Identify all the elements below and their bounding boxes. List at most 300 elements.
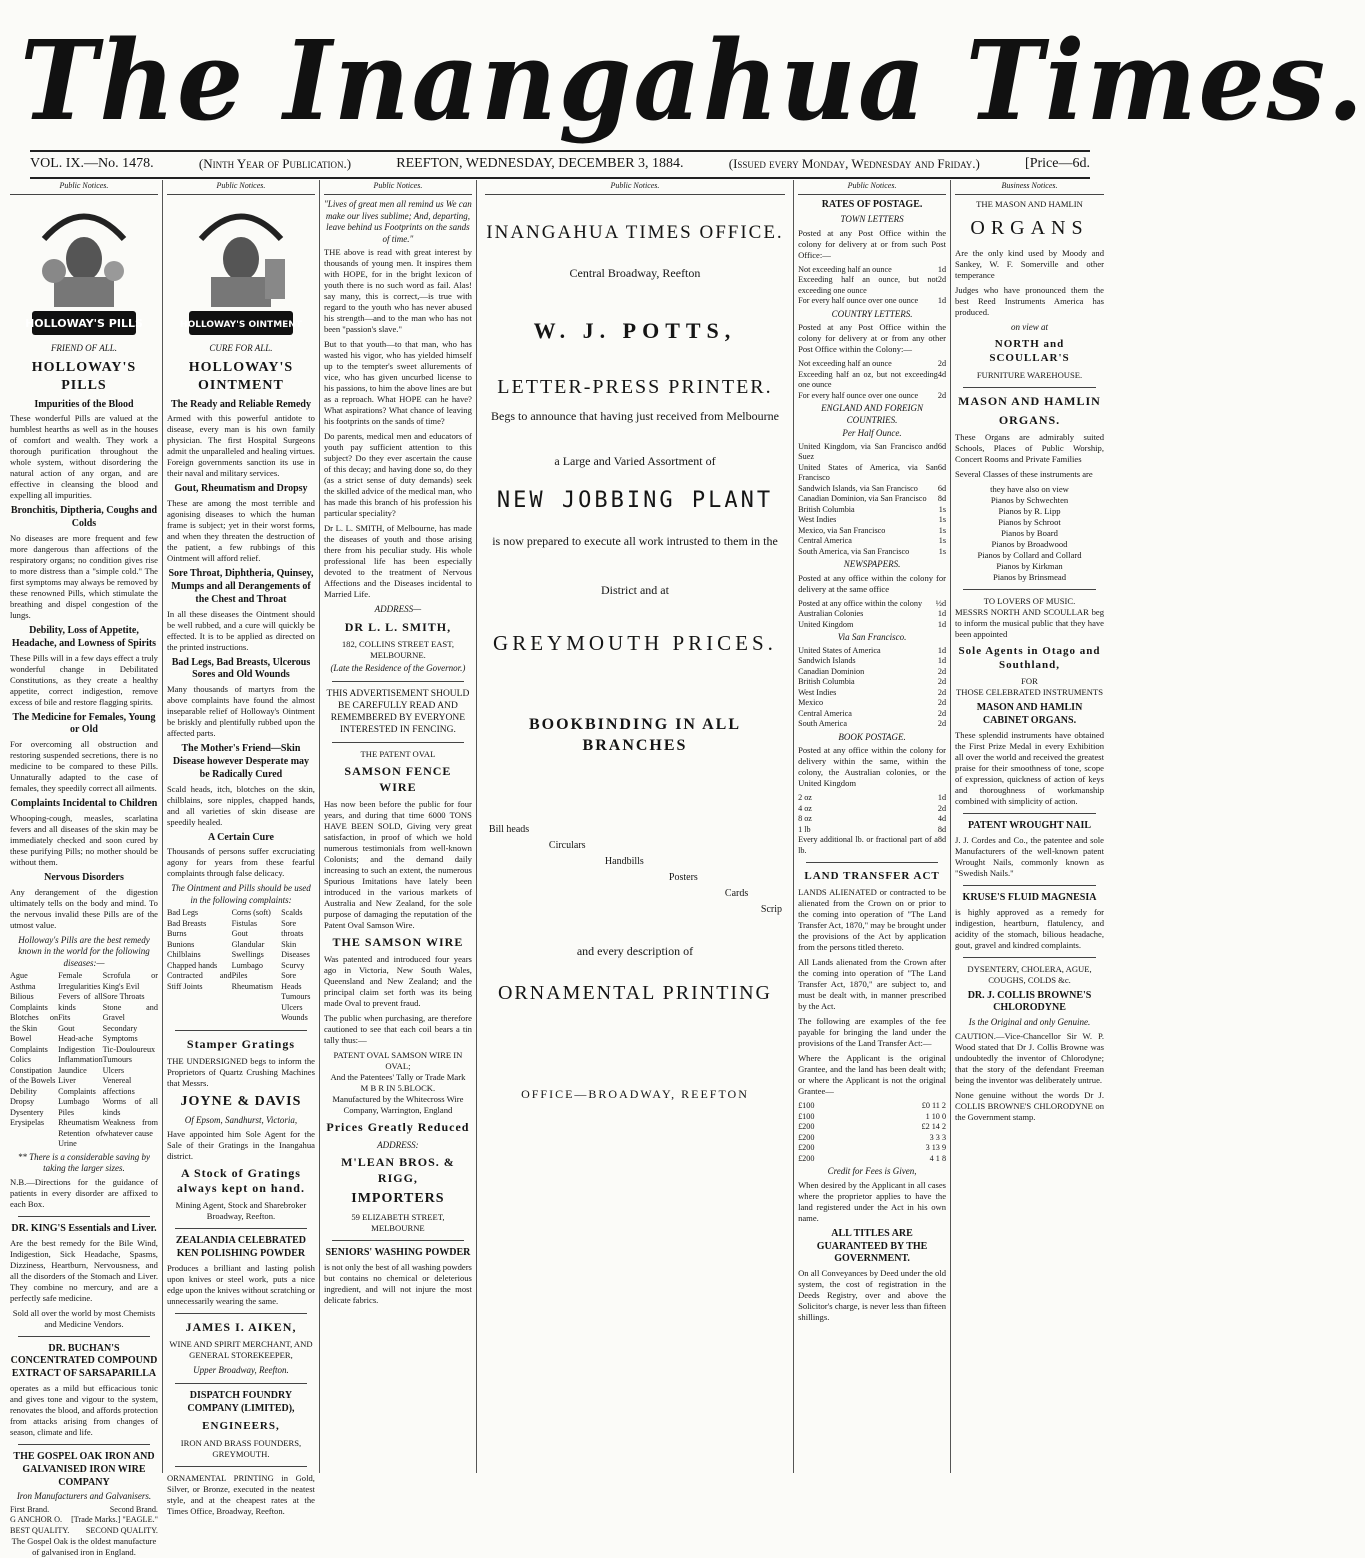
rate-label: 1 lb: [798, 824, 811, 834]
divider: [963, 885, 1096, 886]
brand-quality: [10, 1526, 158, 1537]
section-subheading: Credit for Fees is Given,: [827, 1166, 917, 1177]
trade-mark: M B R IN 5.BLOCK.: [360, 1083, 436, 1094]
disease-list-heading: Holloway's Pills are the best remedy known in the world for the following diseases:—: [18, 934, 150, 968]
section-heading: Bad Legs, Bad Breasts, Ulcerous Sores and Old Wounds: [171, 656, 311, 681]
column-7: [951, 180, 1108, 1473]
announcement: is now prepared to execute all work intrusted to them in the: [492, 533, 778, 548]
column-times-office: [477, 180, 794, 1473]
tally-text: And the Patentees' Tally or Trade Mark: [330, 1072, 466, 1083]
section-body: Armed with this powerful antidote to disease, every man is his own family physician. The first Hospital Surgeons admit the unparalleled and healing virtues. Foreign governments sanction its use in their naval and military services.: [166, 413, 315, 479]
ad-subtitle: ENGINEERS,: [202, 1420, 280, 1433]
rate-label: United Kingdom: [798, 619, 854, 629]
section-body: Posted at any office within the colony for delivery at the same office: [798, 572, 947, 594]
rate-label: British Columbia: [798, 677, 855, 687]
ad-title: ORGANS.: [998, 412, 1061, 427]
rate-value: 2d: [937, 677, 947, 687]
rate-label: United States of America: [798, 645, 881, 655]
fee-label: £200: [798, 1122, 815, 1132]
rate-value: 2d: [937, 687, 947, 697]
rate-row: [798, 442, 946, 463]
rate-value: 1s: [938, 525, 947, 535]
rate-row: [798, 835, 946, 856]
divider: [332, 742, 464, 743]
rate-label: United States of America, via San Francisco: [798, 462, 938, 483]
list-item: Bad Legs: [166, 908, 199, 918]
ad-body: MESSRS NORTH AND SCOULLAR beg to inform the musical public that they have been appointed: [955, 607, 1104, 640]
holloways-pills-emblem-icon: [24, 199, 144, 339]
rate-value: 2d: [937, 803, 947, 813]
holloways-ointment-emblem-icon: [181, 199, 301, 339]
list-item: Sore Throats: [102, 992, 145, 1002]
page-columns: [6, 180, 1108, 1558]
list-item: Blotches on the Skin: [10, 1013, 59, 1033]
list-item: Bilious Complaints: [10, 992, 48, 1012]
article-body: Dr L. L. SMITH, of Melbourne, has made the diseases of youth and those arising there from his peculiar study. His whole professional life has been especially devoted to the treatment of Nervous Affections and the Diseases incidental to Married Life.: [323, 523, 472, 600]
list-item: Constipation of the Bowels: [10, 1065, 56, 1086]
list-item: Dysentery: [10, 1107, 44, 1117]
rate-label: Mexico, via San Francisco: [798, 525, 886, 535]
section-body: No diseases are more frequent and few more dangerous than affections of the respiratory organs; no condition gives rise to more distress than a "simple cold." The first symptoms may always be removed by these renowned Pills, which stimulate the breathing and dispel congestion of the lungs.: [10, 532, 158, 620]
manufacturer: Manufactured by the Whitecross Wire Company, Warrington, England: [332, 1094, 464, 1116]
issue-frequency: (Issued every Monday, Wednesday and Friday.): [728, 156, 980, 171]
section-body: For overcoming all obstruction and restoring suspended secretions, there is no medicine to be compared to these Pills. Unnaturally adapted to the case of females, they speedily correct all ailments.: [10, 739, 158, 794]
column-2: [163, 180, 320, 1516]
rate-label: Exceeding half an ounce, but not exceeding one ounce: [798, 275, 938, 295]
rate-value: 6d: [937, 462, 947, 472]
rate-row: [798, 296, 946, 307]
list-item: Ulcers: [102, 1065, 125, 1075]
ad-body: Was patented and introduced four years ago in Victoria, New South Wales, Queensland and New Zealand; and the principal claim set forth was its being made Oval to prevent fraud.: [323, 954, 472, 1009]
divider: [18, 1444, 150, 1445]
dateline: [30, 153, 1090, 175]
section-heading: ALL TITLES ARE GUARANTEED BY THE GOVERNMENT.: [816, 1227, 928, 1265]
rate-label: Canadian Dominion, via San Francisco: [798, 494, 927, 504]
job-type: Posters: [668, 872, 698, 884]
piano-item: Pianos by Broadwood: [991, 539, 1068, 550]
ad-subtitle: THE MASON AND HAMLIN: [976, 199, 1083, 210]
ad-title: KRUSE'S FLUID MAGNESIA: [962, 891, 1097, 903]
rate-row: [798, 484, 946, 495]
list-item: Chilblains: [166, 950, 201, 960]
rate-label: United Kingdom, via San Francisco and Suez: [798, 441, 938, 462]
list-item: Lumbago: [231, 960, 263, 970]
list-item: Ague: [10, 971, 28, 981]
disease-list: [10, 971, 158, 1150]
newspaper-title: The Inangahua Times.: [20, 15, 1365, 146]
office-title: INANGAHUA TIMES OFFICE.: [486, 222, 784, 244]
emblem-caption: FRIEND OF ALL.: [50, 343, 118, 354]
job-types: [485, 816, 785, 936]
section-body: Posted at any Post Office within the colony for delivery at or from any other Post Office within the Colony:—: [798, 322, 947, 355]
rate-value: 1d: [937, 656, 947, 666]
rate-label: Sandwich Islands: [798, 656, 856, 666]
ad-title: ORGANS: [970, 217, 1089, 240]
section-subheading: TOWN LETTERS: [840, 214, 904, 225]
section-body: When desired by the Applicant in all cases where the proprietor applies to have the land registered under the Act in his own name.: [798, 1179, 947, 1223]
list-item: Piles: [231, 971, 248, 981]
rate-value: 2d: [937, 275, 947, 285]
ad-title: LAND TRANSFER ACT: [804, 870, 940, 883]
section-body: Scald heads, itch, blotches on the skin, chilblains, sore nipples, chapped hands, and all varieties of skin disease are speedily healed.: [166, 783, 315, 827]
rate-row: [798, 391, 946, 402]
column-heading: Public Notices.: [798, 180, 946, 195]
ad-address: Upper Broadway, Reefton.: [193, 1365, 289, 1376]
rate-row: [798, 804, 946, 815]
rate-value: 1s: [938, 504, 947, 514]
fee-row: [798, 1122, 946, 1133]
importers-label: IMPORTERS: [351, 1190, 445, 1206]
rate-row: [798, 494, 946, 505]
printer-name: W. J. POTTS,: [533, 317, 737, 343]
job-type: Circulars: [548, 840, 586, 852]
rule-bottom: [30, 177, 1090, 179]
rate-row: [798, 609, 946, 620]
ad-body: IRON AND BRASS FOUNDERS, GREYMOUTH.: [180, 1437, 302, 1459]
ad-title: SENIORS' WASHING POWDER: [325, 1246, 471, 1258]
view-label: on view at: [1011, 321, 1049, 332]
rate-row: [798, 359, 946, 370]
ad-body: Produces a brilliant and lasting polish upon knives or steel work, puts a nice edge upon the knives without scratching or unnecessarily wearing the same.: [166, 1262, 315, 1306]
ornamental-heading: ORNAMENTAL PRINTING: [497, 982, 772, 1005]
rate-value: 2d: [937, 359, 947, 369]
ad-title: MASON AND HAMLIN CABINET ORGANS.: [976, 702, 1083, 727]
section-body: All Lands alienated from the Crown after the coming into operation of "The Land Transfer Act, 1870," are subject to, and must be dealt with, in manner prescribed by the Act.: [798, 957, 947, 1012]
divider: [18, 1336, 150, 1337]
directions-note: N.B.—Directions for the guidance of patients in every disorder are affixed to each Box.: [10, 1176, 158, 1209]
fee-value: £2 14 2: [921, 1122, 947, 1132]
list-item: Fevers of all kinds: [58, 992, 103, 1012]
ad-footer: None genuine without the words Dr J. COLLIS BROWNE'S CHLORODYNE on the Government stamp.: [955, 1089, 1104, 1122]
rate-label: Central America: [798, 708, 852, 718]
section-heading: Debility, Loss of Appetite, Headache, and Lowness of Spirits: [11, 624, 157, 649]
piano-item: Pianos by Brinsmead: [992, 572, 1067, 583]
rate-label: Mexico: [798, 698, 824, 708]
article-body: Do parents, medical men and educators of youth pay sufficient attention to this subject? Do they ever ascertain the cause of this decay; and having done so, do they (as a strict sense of duty demands) seek the skilled advice of the medical man, who has made this branch of his profession his particular speciality?: [323, 431, 472, 519]
section-subheading: NEWSPAPERS.: [843, 559, 901, 570]
list-item: Sore throats: [281, 918, 304, 939]
rate-value: 4d: [937, 814, 947, 824]
rate-label: 8 oz: [798, 814, 812, 824]
rate-row: [798, 719, 946, 730]
doctor-name: DR L. L. SMITH,: [344, 619, 452, 634]
section-body: Whooping-cough, measles, scarlatina fevers and all diseases of the skin may be immediately checked and soon cured by these purifying Pills; no mother should be without them.: [10, 812, 158, 867]
ad-footer: Sold all over the world by most Chemists and Medicine Vendors.: [12, 1307, 156, 1329]
ad-subtitle: Iron Manufacturers and Galvanisers.: [16, 1491, 152, 1502]
list-item: Stone and Gravel: [102, 1002, 158, 1023]
rate-value: 2d: [937, 719, 947, 729]
column-1: [6, 180, 163, 1558]
ad-title: ZEALANDIA CELEBRATED KEN POLISHING POWDER: [175, 1235, 307, 1260]
column-heading: Public Notices.: [324, 180, 472, 195]
list-item: Fits: [58, 1013, 71, 1023]
rate-row: [798, 515, 946, 526]
fee-row: [798, 1133, 946, 1144]
fee-row: [798, 1101, 946, 1112]
rate-row: [798, 698, 946, 709]
ad-body: Has now been before the public for four years, and during that time 6000 TONS HAVE BEEN SOLD, Giving very great satisfaction, in proof of which we hold numerous testimonials from well-known Colonists; and the demand daily increasing to such an extent, the numerous Spurious Imitations have lately been introduced in the various markets of Australia and New Zealand, for the sole purpose of damaging the reputation of the Patent Oval Samson Wire.: [323, 799, 472, 931]
list-item: Scurvy: [281, 960, 305, 970]
announcement: and every description of: [576, 944, 694, 959]
rate-row: [798, 825, 946, 836]
list-item: Skin Diseases: [281, 939, 310, 960]
section-heading: The Mother's Friend—Skin Disease however Desperate may be Radically Cured: [172, 743, 310, 780]
rate-label: Central America: [798, 536, 852, 546]
rate-value: 6d: [937, 441, 947, 451]
rate-value: 1d: [937, 609, 947, 619]
ad-body: WINE AND SPIRIT MERCHANT, AND GENERAL STOREKEEPER,: [169, 1339, 313, 1361]
column-3: [320, 180, 477, 1473]
fee-value: 3 3 3: [929, 1132, 947, 1142]
ad-title: Sole Agents in Otago and Southland,: [958, 645, 1101, 672]
rate-value: 8d: [937, 835, 947, 845]
divider: [18, 1216, 150, 1217]
complaints-heading: The Ointment and Pills should be used in the following complaints:: [171, 883, 311, 905]
divider: [175, 1030, 307, 1031]
list-item: Corns (soft): [231, 908, 271, 918]
bookbinding-heading: BOOKBINDING IN ALL BRANCHES: [528, 716, 741, 754]
rate-value: 1d: [937, 793, 947, 803]
divider: [175, 1228, 307, 1229]
emblem-label: HOLLOWAY'S PILLS: [25, 317, 143, 331]
article-body: THE above is read with great interest by thousands of young men. It inspires them with HOPE, for in the bright lexicon of youth there is no such word as fail. Alas! say many, this is correct,—is true with regard to the youth who has never abused his strength—and to the man who has not been "passion's slave.": [323, 247, 472, 335]
list-item: Jaundice: [58, 1065, 87, 1075]
list-item: Female Irregularities: [58, 971, 101, 991]
brand-mark: [Trade Marks.] "EAGLE.": [71, 1515, 158, 1525]
rate-row: [798, 667, 946, 678]
ad-body: FOR: [1021, 676, 1038, 687]
list-item: Ulcers: [281, 1002, 303, 1012]
divider: [175, 1383, 307, 1384]
ad-body: Judges who have pronounced them the best Reed Instruments America has produced.: [955, 284, 1104, 317]
ad-title: DISPATCH FOUNDRY COMPANY (LIMITED),: [187, 1389, 295, 1414]
job-type: Cards: [724, 888, 749, 900]
list-item: Asthma: [10, 981, 36, 991]
list-item: Venereal affections: [102, 1076, 135, 1096]
rate-row: [798, 677, 946, 688]
column-6: [794, 180, 951, 1473]
job-type: Bill heads: [488, 824, 530, 836]
ad-footer: The Gospel Oak is the oldest manufacture of galvanised iron in England.: [11, 1536, 157, 1558]
rate-row: [798, 656, 946, 667]
doctor-note: (Late the Residence of the Governor.): [330, 663, 466, 674]
rate-row: [798, 814, 946, 825]
ad-title: THE GOSPEL OAK IRON AND GALVANISED IRON WIRE COMPANY: [13, 1451, 155, 1488]
list-item: Gout: [231, 929, 248, 939]
list-item: Scalds: [281, 908, 303, 918]
list-item: Contracted and Stiff Joints: [166, 971, 232, 991]
rate-label: Posted at any office within the colony: [798, 598, 923, 608]
emblem-caption: CURE FOR ALL.: [209, 343, 273, 354]
rate-row: [798, 526, 946, 537]
divider: [963, 957, 1096, 958]
address-label: ADDRESS:: [377, 1139, 419, 1150]
rate-row: [798, 688, 946, 699]
ad-title: MASON AND HAMLIN: [958, 393, 1101, 408]
announcement: District and at: [600, 582, 669, 597]
announcement: a Large and Varied Assortment of: [554, 454, 716, 469]
rate-row: [798, 265, 946, 276]
rate-value: ½d: [935, 598, 947, 608]
list-item: Burns: [166, 929, 187, 939]
rate-row: [798, 620, 946, 631]
brand-label: Second Brand.: [109, 1504, 158, 1514]
list-item: Lumbago: [58, 1097, 90, 1107]
rate-value: 1d: [937, 619, 947, 629]
section-body: Where the Applicant is the original Grantee, and the land has been dealt with; or where the Applicant is not the original Grantee—: [798, 1053, 947, 1097]
divider: [332, 1240, 464, 1241]
fee-label: £200: [798, 1132, 815, 1142]
doctor-address: 182, COLLINS STREET EAST, MELBOURNE.: [341, 639, 454, 661]
section-body: Thousands of persons suffer excruciating agony for years from these fearful complaints through false delicacy.: [166, 846, 315, 879]
ad-title: DR. BUCHAN'S CONCENTRATED COMPOUND EXTRACT OF SARSAPARILLA: [10, 1342, 158, 1380]
divider: [963, 589, 1096, 590]
section-body: These are among the most terrible and agonising diseases to which the human frame is subject; yet in their worst forms, and when they threaten the destruction of the patient, a few rubbings of this Ointment will afford relief.: [166, 498, 315, 564]
ointment-subtitle: The Ready and Reliable Remedy: [170, 398, 311, 410]
list-item: Colics: [10, 1055, 31, 1065]
ad-body: These Organs are admirably suited Schools, Places of Public Worship, Concert Rooms and Private Families: [955, 432, 1104, 465]
section-subheading: ENGLAND AND FOREIGN COUNTRIES.: [821, 403, 923, 425]
rate-label: 4 oz: [798, 803, 812, 813]
ad-body: Several Classes of these instruments are: [955, 469, 1093, 480]
rate-label: Sandwich Islands, via San Francisco: [798, 483, 918, 493]
pills-title: HOLLOWAY'S PILLS: [31, 359, 137, 393]
rate-label: West Indies: [798, 687, 837, 697]
divider: [963, 387, 1096, 388]
list-item: Scrofula or King's Evil: [102, 971, 158, 991]
ad-title: A Stock of Gratings always kept on hand.: [176, 1165, 305, 1195]
ad-body: they have also on view: [990, 484, 1069, 495]
rate-value: 1d: [937, 645, 947, 655]
list-item: Indigestion: [58, 1044, 95, 1054]
rate-row: [798, 599, 946, 610]
section-body: Many thousands of martyrs from the above complaints have found the almost inseparable relief of Holloway's Ointment be briskly and plentifully rubbed upon the affected parts.: [166, 684, 315, 739]
divider: [806, 862, 938, 863]
column-heading: Public Notices.: [167, 180, 315, 195]
list-item: Wounds: [281, 1013, 308, 1023]
masthead: [20, 6, 1365, 156]
list-item: Fistulas: [231, 918, 258, 928]
pills-body: These wonderful Pills are valued at the humblest hearths as well as in the houses of comfort and wealth. They work a thorough purification throughout the whole system, without disordering the natural action of any organ, and are effective in cleansing the blood and expelling all impurities.: [10, 413, 158, 501]
year-of-publication: (Ninth Year of Publication.): [198, 156, 352, 171]
list-item: Tumours: [281, 992, 311, 1002]
list-item: Rheumatism: [58, 1118, 100, 1128]
section-body: Posted at any office within the colony for delivery within the same, within the colony, the Australian colonies, or the United Kingdom: [798, 745, 947, 789]
rate-label: Canadian Dominion: [798, 666, 865, 676]
piano-item: Pianos by Board: [1001, 528, 1058, 539]
section-subheading: Per Half Ounce.: [842, 428, 902, 439]
section-heading: Nervous Disorders: [44, 871, 124, 883]
section-body: These Pills will in a few days effect a truly wonderful change in Debilitated Constitutions, as they create a healthy appetite, correct indigestion, remove excess of bile and restore flagging spirits.: [10, 652, 158, 707]
quality-label: BEST QUALITY.: [10, 1525, 70, 1535]
rate-label: Exceeding half an oz, but not exceeding one ounce: [798, 369, 938, 390]
ad-subtitle: Of Epsom, Sandhurst, Victoria,: [184, 1115, 298, 1126]
list-item: Chapped hands: [166, 960, 218, 970]
ad-title: PATENT WROUGHT NAIL: [968, 819, 1092, 831]
list-item: Bunions: [166, 939, 195, 949]
office-footer: OFFICE—BROADWAY, REEFTON: [521, 1087, 749, 1102]
rate-row: [798, 370, 946, 391]
section-heading: The Medicine for Females, Young or Old: [12, 711, 156, 736]
piano-item: Pianos by R. Lipp: [998, 506, 1061, 517]
emblem-label: HOLLOWAY'S OINTMENT: [179, 320, 302, 331]
brands: [10, 1505, 158, 1516]
piano-item: Pianos by Collard and Collard: [977, 550, 1082, 561]
fee-label: £100: [798, 1101, 815, 1111]
rate-label: British Columbia: [798, 504, 855, 514]
rate-label: South America, via San Francisco: [798, 546, 910, 556]
ad-title: JOYNE & DAVIS: [180, 1094, 302, 1110]
pills-subtitle: Impurities of the Blood: [34, 398, 134, 410]
divider: [175, 1466, 307, 1467]
divider: [963, 813, 1096, 814]
ad-subtitle: TO LOVERS OF MUSIC.: [983, 596, 1076, 607]
section-body: Any derangement of the digestion ultimately tells on the body and mind. To the nervous invalid these Pills are of the utmost value.: [10, 886, 158, 930]
ad-title: SAMSON FENCE WIRE: [344, 764, 452, 794]
list-item: Secondary Symptoms: [102, 1023, 138, 1044]
ad-body: Are the best remedy for the Bile Wind, Indigestion, Sick Headache, Spasms, Dizziness, Heartburn, Nervousness, and all the disorders of the Stomach and Liver. They combine no mercury, and are a perfectly safe medicine.: [10, 1237, 158, 1303]
quality-label: SECOND QUALITY.: [85, 1525, 158, 1535]
piano-item: Pianos by Schroot: [998, 517, 1061, 528]
shop-name: NORTH and SCOULLAR'S: [989, 338, 1070, 365]
ad-title: DR. KING'S Essentials and Liver.: [11, 1222, 157, 1234]
rates-heading: RATES OF POSTAGE.: [821, 199, 923, 211]
list-item: Debility: [10, 1086, 37, 1096]
brands-marks: [10, 1515, 158, 1526]
list-item: Piles: [58, 1107, 75, 1117]
list-item: Weakness from whatever cause: [102, 1118, 158, 1138]
ad-body: J. J. Cordes and Co., the patentee and sole Manufacturers of the well-known patent Wrought Nails, commonly known as "Swedish Nails.": [955, 834, 1104, 878]
section-heading: A Certain Cure: [207, 831, 274, 843]
rate-value: 1s: [938, 536, 947, 546]
fee-row: [798, 1143, 946, 1154]
rate-value: 2d: [937, 708, 947, 718]
announcement: Begs to announce that having just received from Melbourne: [491, 408, 779, 423]
rate-label: For every half ounce over one ounce: [798, 296, 919, 306]
ad-subtitle: Is the Original and only Genuine.: [968, 1017, 1091, 1028]
list-item: Worms of all kinds: [102, 1097, 158, 1117]
address-label: ADDRESS—: [374, 604, 422, 615]
rate-value: 1s: [938, 515, 947, 525]
importer-address: 59 ELIZABETH STREET, MELBOURNE: [351, 1211, 445, 1233]
rate-label: For every half ounce over one ounce: [798, 390, 919, 400]
column-heading: Business Notices.: [955, 180, 1104, 195]
brand-mark: G ANCHOR O.: [10, 1515, 63, 1525]
fee-label: £100: [798, 1111, 815, 1121]
ad-body: THOSE CELEBRATED INSTRUMENTS: [955, 687, 1104, 698]
rate-label: West Indies: [798, 515, 837, 525]
ad-body: ORNAMENTAL PRINTING in Gold, Silver, or Bronze, executed in the neatest style, and at the cheapest rates at the Times Office, Broadway, Reefton.: [166, 1472, 315, 1516]
fee-value: 3 13 9: [925, 1143, 947, 1153]
tally-text: PATENT OVAL SAMSON WIRE IN OVAL;: [333, 1050, 463, 1072]
section-subheading: Via San Francisco.: [837, 632, 907, 643]
rate-label: 2 oz: [798, 793, 812, 803]
ad-body: is highly approved as a remedy for indigestion, heartburn, flatulency, and acidity of the stomach, bilious headache, gout, gravel and kindred complaints.: [955, 906, 1104, 950]
fee-value: £0 11 2: [921, 1101, 947, 1111]
section-subheading: BOOK POSTAGE.: [838, 731, 906, 742]
list-item: Tic-Douloureux: [102, 1044, 156, 1054]
list-item: Dropsy: [10, 1097, 35, 1107]
rate-value: 1s: [938, 546, 947, 556]
rate-value: 2d: [937, 698, 947, 708]
rate-value: 1d: [937, 296, 947, 306]
section-subheading: COUNTRY LETTERS.: [831, 308, 913, 319]
ad-body: CAUTION.—Vice-Chancellor Sir W. P. Wood stated that Dr J. Collis Browne was undoubtedly the inventor of Chlorodyne; that the story of the defendant Freeman being the inventor was deliberately untrue.: [955, 1030, 1104, 1085]
ad-subtitle: THE PATENT OVAL: [360, 749, 436, 760]
ointment-title: HOLLOWAY'S OINTMENT: [188, 359, 294, 393]
ad-body: Have appointed him Sole Agent for the Sale of their Gratings in the Inangahua district.: [166, 1128, 315, 1161]
section-body: Posted at any Post Office within the colony for delivery at or from such Post Office:—: [798, 227, 947, 260]
